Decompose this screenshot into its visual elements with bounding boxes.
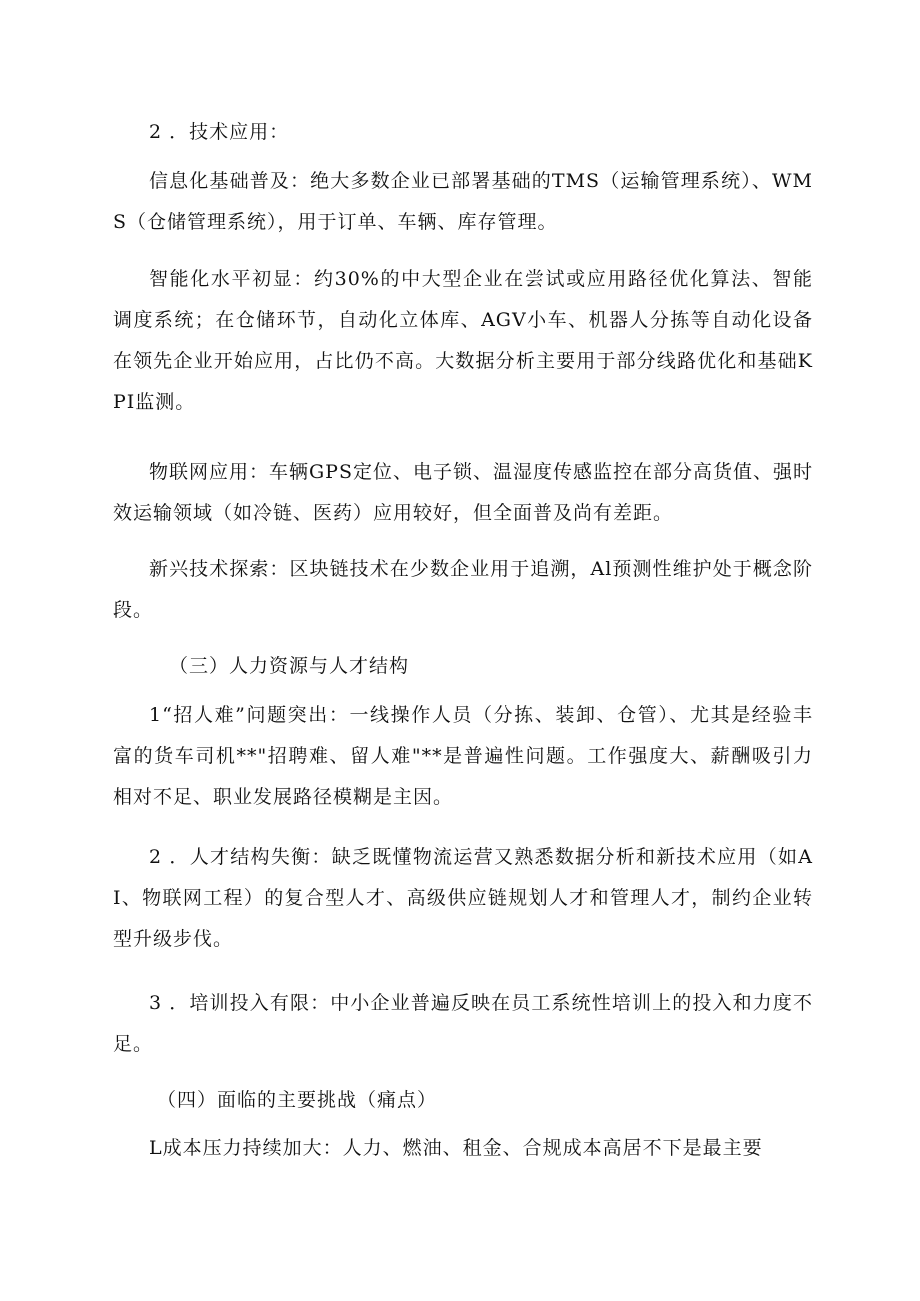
hr-item-3-paragraph: 3 ．培训投入有限：中小企业普遍反映在员工系统性培训上的投入和力度不足。 (113, 992, 813, 1055)
section-3-heading: （三）人力资源与人才结构 (169, 655, 410, 677)
challenge-1-paragraph: L成本压力持续加大：人力、燃油、租金、合规成本高居不下是最主要 (149, 1137, 763, 1159)
section-4-heading: （四）面临的主要挑战（痛点） (157, 1089, 438, 1111)
intelligent-paragraph: 智能化水平初显：约30%的中大型企业在尝试或应用路径优化算法、智能调度系统；在仓储环节，自动化立体库、AGV小车、机器人分拣等自动化设备在领先企业开始应用，占比仍不高。大数据分析主要用于部分线路优化和基础KPI监测。 (113, 268, 813, 413)
info-basic-paragraph: 信息化基础普及：绝大多数企业已部署基础的TMS（运输管理系统）、WMS（仓储管理系统），用于订单、车辆、库存管理。 (113, 170, 813, 233)
hr-item-1-paragraph: 1“招人难”问题突出：一线操作人员（分拣、装卸、仓管）、尤其是经验丰富的货车司机**"招聘难、留人难"**是普遍性问题。工作强度大、薪酬吸引力相对不足、职业发展路径模糊是主因。 (113, 704, 813, 808)
emerging-tech-paragraph: 新兴技术探索：区块链技术在少数企业用于追溯，Al预测性维护处于概念阶段。 (113, 558, 813, 621)
hr-item-2-paragraph: 2 ．人才结构失衡：缺乏既懂物流运营又熟悉数据分析和新技术应用（如AI、物联网工程）的复合型人才、高级供应链规划人才和管理人才，制约企业转型升级步伐。 (113, 846, 813, 950)
iot-paragraph: 物联网应用：车辆GPS定位、电子锁、温湿度传感监控在部分高货值、强时效运输领域（如冷链、医药）应用较好，但全面普及尚有差距。 (113, 461, 813, 524)
tech-application-heading: 2 ．技术应用： (149, 121, 290, 143)
